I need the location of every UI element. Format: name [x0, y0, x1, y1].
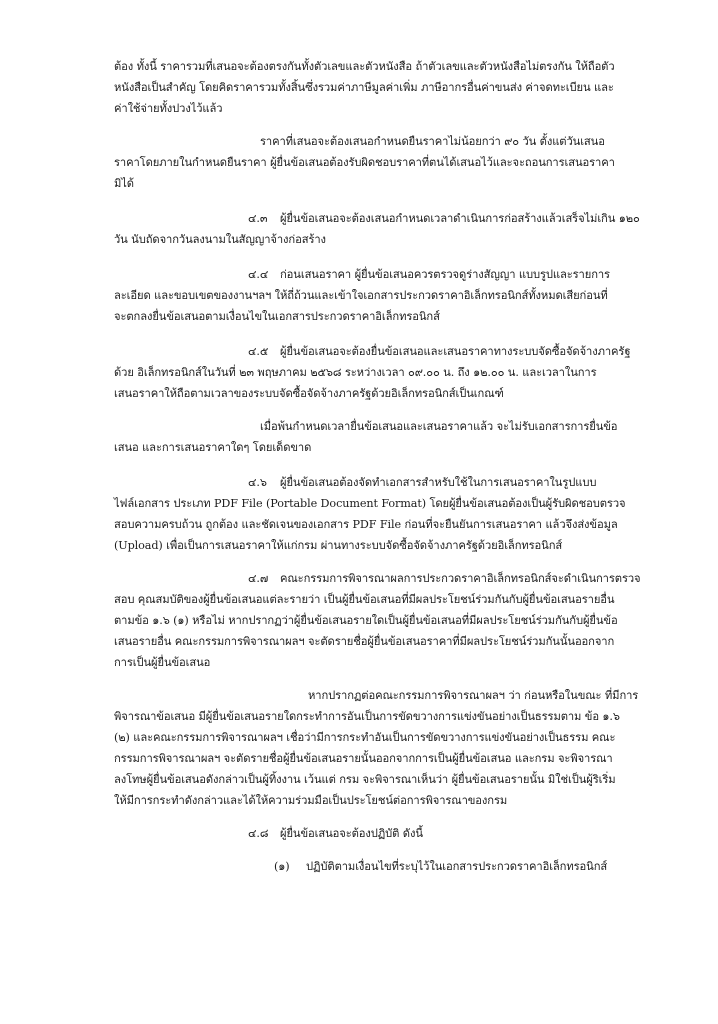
clause-number: ๔.๔	[248, 268, 269, 281]
clause-4-8	[114, 823, 658, 844]
text-line: ราคาโดยภายในกำหนดยืนราคา ผู้ยื่นข้อเสนอต้องรับผิดชอบราคาที่ตนได้เสนอไว้และจะถอนการเสนอราคา	[114, 156, 615, 169]
text-line: ผู้ยื่นข้อเสนอต้องจัดทำเอกสารสำหรับใช้ในการเสนอราคาในรูปแบบ	[280, 476, 597, 489]
text-line: กรรมการพิจารณาผลฯ จะตัดรายชื่อผู้ยื่นข้อเสนอรายนั้นออกจากการเป็นผู้ยื่นข้อเสนอ และกรม จะพิจารณา	[114, 752, 613, 765]
clause-number: ๔.๖	[248, 476, 267, 489]
text-line: วัน นับถัดจากวันลงนามในสัญญาจ้างก่อสร้าง	[114, 233, 326, 246]
text-line: เสนอราคาให้ถือตามเวลาของระบบจัดซื้อจัดจ้างภาครัฐด้วยอิเล็กทรอนิกส์เป็นเกณฑ์	[114, 387, 504, 400]
clause-number: ๔.๓	[248, 212, 268, 225]
paragraph-price-total	[114, 56, 658, 119]
clause-number: ๔.๕	[248, 345, 269, 358]
text-line: ราคาที่เสนอจะต้องเสนอกำหนดยืนราคาไม่น้อยกว่า ๙๐ วัน ตั้งแต่วันเสนอ	[260, 135, 605, 148]
text-line: เสนอ และการเสนอราคาใดๆ โดยเด็ดขาด	[114, 441, 312, 454]
paragraph-collusion	[114, 685, 658, 811]
text-line: ผู้ยื่นข้อเสนอจะต้องเสนอกำหนดเวลาดำเนินการก่อสร้างแล้วเสร็จไม่เกิน ๑๒๐	[280, 212, 640, 225]
text-line: ละเอียด และขอบเขตของงานฯลฯ ให้ถี่ถ้วนและเข้าใจเอกสารประกวดราคาอิเล็กทรอนิกส์ทั้งหมดเสียก่อนที่	[114, 289, 608, 302]
text-line: พิจารณาข้อเสนอ มีผู้ยื่นข้อเสนอรายใดกระทำการอันเป็นการขัดขวางการแข่งขันอย่างเป็นธรรมตาม ข้อ ๑.๖	[114, 710, 620, 723]
text-line: ไฟล์เอกสาร ประเภท PDF File (Portable Document Format) โดยผู้ยื่นข้อเสนอต้องเป็นผู้รับผิดชอบตรวจ	[114, 497, 626, 510]
text-line: จะตกลงยื่นข้อเสนอตามเงื่อนไขในเอกสารประกวดราคาอิเล็กทรอนิกส์	[114, 310, 440, 323]
text-line: ปฏิบัติตามเงื่อนไขที่ระบุไว้ในเอกสารประกวดราคาอิเล็กทรอนิกส์	[306, 860, 608, 873]
text-line: เมื่อพ้นกำหนดเวลายื่นข้อเสนอและเสนอราคาแล้ว จะไม่รับเอกสารการยื่นข้อ	[260, 420, 618, 433]
paragraph-price-validity	[114, 131, 658, 194]
text-line: สอบ คุณสมบัติของผู้ยื่นข้อเสนอแต่ละรายว่า เป็นผู้ยื่นข้อเสนอที่มีผลประโยชน์ร่วมกันกับผู้ยื่นข้อเสนอรายอื่น	[114, 593, 615, 606]
clause-number: ๔.๘	[248, 827, 269, 840]
clause-4-8-item-1	[114, 856, 658, 877]
text-line: การเป็นผู้ยื่นข้อเสนอ	[114, 656, 211, 669]
text-line: ตามข้อ ๑.๖ (๑) หรือไม่ หากปรากฏว่าผู้ยื่นข้อเสนอรายใดเป็นผู้ยื่นข้อเสนอที่มีผลประโยชน์ร่วมกันกับผู้ยื่นข้อ	[114, 614, 618, 627]
clause-4-5	[114, 341, 658, 404]
text-line: (Upload) เพื่อเป็นการเสนอราคาให้แก่กรม ผ่านทางระบบจัดซื้อจัดจ้างภาครัฐด้วยอิเล็กทรอนิกส์	[114, 539, 563, 552]
clause-4-6	[114, 472, 658, 556]
text-line: ผู้ยื่นข้อเสนอจะต้องยื่นข้อเสนอและเสนอราคาทางระบบจัดซื้อจัดจ้างภาครัฐ	[280, 345, 631, 358]
text-line: ให้มีการกระทำดังกล่าวและได้ให้ความร่วมมือเป็นประโยชน์ต่อการพิจารณาของกรม	[114, 794, 508, 807]
text-line: ค่าใช้จ่ายทั้งปวงไว้แล้ว	[114, 102, 223, 115]
text-line: สอบความครบถ้วน ถูกต้อง และชัดเจนของเอกสาร PDF File ก่อนที่จะยืนยันการเสนอราคา แล้วจึงส่งข้อมูล	[114, 518, 618, 531]
clause-number: ๔.๗	[248, 572, 269, 585]
text-line: (๒) และคณะกรรมการพิจารณาผลฯ เชื่อว่ามีการกระทำอันเป็นการขัดขวางการแข่งขันอย่างเป็นธรรม คณะ	[114, 731, 616, 744]
clause-4-3	[114, 208, 658, 250]
text-line: ก่อนเสนอราคา ผู้ยื่นข้อเสนอควรตรวจดูร่างสัญญา แบบรูปและรายการ	[280, 268, 610, 281]
paragraph-deadline	[114, 416, 658, 458]
text-line: หนังสือเป็นสำคัญ โดยคิดราคารวมทั้งสิ้นซึ่งรวมค่าภาษีมูลค่าเพิ่ม ภาษีอากรอื่นค่าขนส่ง ค่าจดทะเบียน และ	[114, 81, 614, 94]
text-line: ลงโทษผู้ยื่นข้อเสนอดังกล่าวเป็นผู้ทิ้งงาน เว้นแต่ กรม จะพิจารณาเห็นว่า ผู้ยื่นข้อเสนอรายนั้น มิใช่เป็นผู้ริเริ่ม	[114, 773, 616, 786]
text-line: ต้อง ทั้งนี้ ราคารวมที่เสนอจะต้องตรงกันทั้งตัวเลขและตัวหนังสือ ถ้าตัวเลขและตัวหนังสือไม่ตรงกัน ให้ถือตัว	[114, 60, 615, 73]
text-line: หากปรากฏต่อคณะกรรมการพิจารณาผลฯ ว่า ก่อนหรือในขณะ ที่มีการ	[308, 689, 639, 702]
clause-4-7	[114, 568, 658, 673]
clause-4-4	[114, 264, 658, 327]
text-line: เสนอรายอื่น คณะกรรมการพิจารณาผลฯ จะตัดรายชื่อผู้ยื่นข้อเสนอราคาที่มีผลประโยชน์ร่วมกันนั้นออกจาก	[114, 635, 615, 648]
text-line: คณะกรรมการพิจารณาผลการประกวดราคาอิเล็กทรอนิกส์จะดำเนินการตรวจ	[280, 572, 641, 585]
text-line: มิได้	[114, 177, 134, 190]
text-line: ผู้ยื่นข้อเสนอจะต้องปฏิบัติ ดังนี้	[280, 827, 423, 840]
item-number: (๑)	[274, 860, 290, 873]
text-line: ด้วย อิเล็กทรอนิกส์ในวันที่ ๒๓ พฤษภาคม ๒๕๖๘ ระหว่างเวลา ๐๙.๐๐ น. ถึง ๑๒.๐๐ น. และเวลาในการ	[114, 366, 597, 379]
